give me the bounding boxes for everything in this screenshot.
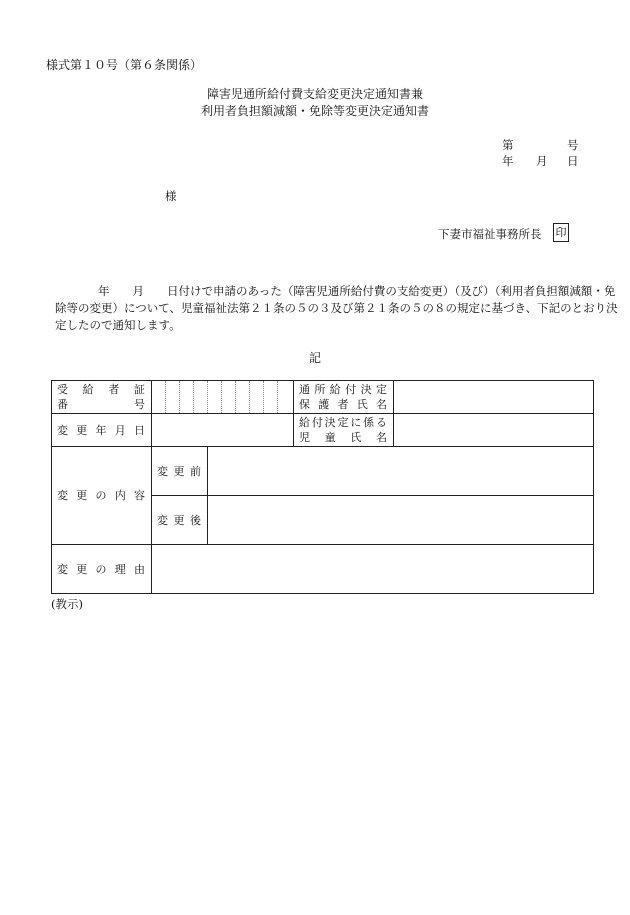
document-title-line2: 利用者負担額減額・免除等変更決定通知書	[200, 104, 429, 118]
before-field[interactable]	[208, 447, 592, 495]
table-line	[593, 380, 594, 594]
year-label: 年	[502, 154, 514, 168]
change-date-field[interactable]	[152, 414, 292, 446]
dai-label: 第	[502, 138, 514, 152]
kyoji-label: (教示)	[51, 597, 83, 611]
month-label: 月	[536, 154, 548, 168]
seal-mark: 印	[553, 223, 569, 242]
document-title-line1: 障害児通所給付費支給変更決定通知書兼	[206, 87, 423, 101]
form-number: 様式第１０号（第６条関係）	[46, 58, 203, 72]
digit-divider	[263, 381, 264, 413]
guardian-label-1: 通所給付決定	[299, 383, 387, 396]
digit-divider	[179, 381, 180, 413]
change-table	[51, 380, 594, 594]
child-label-2: 児 童 氏 名	[299, 431, 387, 444]
change-date-label: 変更年月日	[57, 424, 145, 437]
body-line2: 除等の変更）について、児童福祉法第２１条の５の３及び第２１条の５の８の規定に基づき、下記のとおり決	[55, 301, 618, 315]
digit-divider	[193, 381, 194, 413]
body-line1: 年 月 日付けで申請のあった（障害児通所給付費の支給変更）（及び）（利用者負担額減額・免	[98, 284, 616, 298]
go-label: 号	[567, 138, 579, 152]
after-field[interactable]	[208, 496, 592, 544]
table-line	[51, 593, 594, 594]
child-label-1: 給付決定に係る	[299, 416, 387, 429]
digit-divider	[165, 381, 166, 413]
digit-divider	[235, 381, 236, 413]
ki-heading: 記	[308, 351, 321, 365]
digit-divider	[277, 381, 278, 413]
digit-divider	[221, 381, 222, 413]
recipient-cert-label-1: 受 給 者 証	[57, 383, 145, 396]
digit-divider	[249, 381, 250, 413]
guardian-name-field[interactable]	[394, 381, 592, 413]
issuer-name: 下妻市福祉事務所長	[438, 227, 542, 241]
before-label: 変更前	[157, 465, 201, 478]
change-content-label: 変更の内容	[57, 489, 145, 502]
after-label: 変更後	[157, 514, 201, 527]
table-line	[51, 380, 52, 594]
day-label: 日	[567, 154, 579, 168]
guardian-label-2: 保護者氏名	[299, 398, 387, 411]
addressee-sama: 様	[165, 189, 177, 203]
change-reason-label: 変更の理由	[57, 563, 145, 576]
body-line3: 定したので通知します。	[55, 318, 181, 332]
table-line	[293, 380, 294, 446]
change-reason-field[interactable]	[152, 545, 592, 593]
digit-divider	[207, 381, 208, 413]
notice-body	[55, 283, 618, 334]
child-name-field[interactable]	[394, 414, 592, 446]
recipient-cert-label-2: 番 号	[57, 398, 145, 411]
